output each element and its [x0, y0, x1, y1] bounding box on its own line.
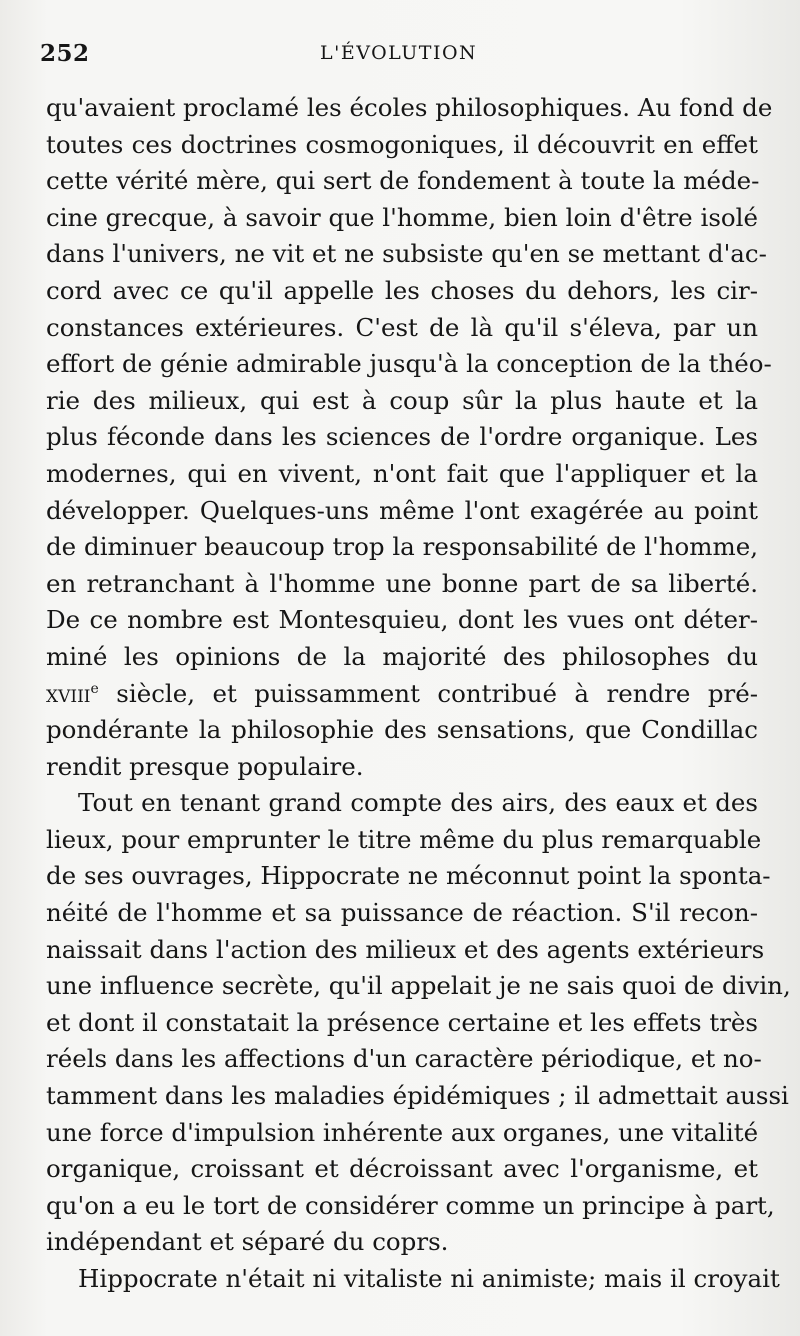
text-line: Tout en tenant grand compte des airs, des eaux et des: [78, 788, 758, 818]
text-line-century: [46, 676, 758, 713]
text-line: une influence secrète, qu'il appelait je ne sais quoi de divin,: [46, 971, 791, 1001]
text-line: plus féconde dans les sciences de l'ordre organique. Les: [46, 422, 758, 452]
paragraph-3: [46, 1261, 780, 1298]
text-line: cord avec ce qu'il appelle les choses du dehors, les cir-: [46, 275, 758, 305]
text-line: modernes, qui en vivent, n'ont fait que l'appliquer et la: [46, 458, 758, 488]
body-text: [46, 90, 791, 1298]
text-line: tamment dans les maladies épidémiques ; il admettait aussi: [46, 1081, 789, 1111]
page-header: [40, 40, 750, 74]
text-line: rie des milieux, qui est à coup sûr la plus haute et la: [46, 385, 758, 415]
text-line: néité de l'homme et sa puissance de réaction. S'il recon-: [46, 898, 758, 928]
text-line: constances extérieures. C'est de là qu'il s'éleva, par un: [46, 312, 758, 342]
text-line: naissait dans l'action des milieux et des agents extérieurs: [46, 934, 765, 964]
text-line: qu'avaient proclamé les écoles philosophiques. Au fond de: [46, 93, 773, 122]
paragraph-2: [46, 785, 791, 1261]
text-line: Hippocrate n'était ni vitaliste ni animiste; mais il croyait: [78, 1264, 780, 1293]
century-superscript: e: [90, 680, 99, 697]
text-line: de ses ouvrages, Hippocrate ne méconnut point la sponta-: [46, 861, 771, 891]
text-line: en retranchant à l'homme une bonne part de sa liberté.: [46, 568, 758, 598]
century-line-rest: siècle, et puissamment contribué à rendre pré-: [116, 678, 758, 708]
text-line: De ce nombre est Montesquieu, dont les vues ont déter-: [46, 605, 758, 635]
text-line: indépendant et séparé du coprs.: [46, 1227, 449, 1257]
text-line: et dont il constatait la présence certaine et les effets très: [46, 1007, 758, 1037]
text-line: toutes ces doctrines cosmogoniques, il découvrit en effet: [46, 129, 758, 159]
text-line: lieux, pour emprunter le titre même du plus remarquable: [46, 824, 762, 854]
text-line: cette vérité mère, qui sert de fondement à toute la méde-: [46, 166, 760, 196]
text-line: miné les opinions de la majorité des philosophes du: [46, 641, 758, 671]
century-roman: xviii: [46, 678, 91, 708]
text-line: de diminuer beaucoup trop la responsabilité de l'homme,: [46, 532, 758, 562]
running-title: L'ÉVOLUTION: [320, 42, 478, 64]
text-line: réels dans les affections d'un caractère périodique, et no-: [46, 1044, 762, 1074]
page-number: 252: [40, 40, 90, 67]
text-line: une force d'impulsion inhérente aux organes, une vitalité: [46, 1117, 759, 1147]
text-line: dans l'univers, ne vit et ne subsiste qu'en se mettant d'ac-: [46, 239, 767, 269]
text-line: pondérante la philosophie des sensations, que Condillac: [46, 715, 758, 745]
paragraph-1: [46, 90, 773, 785]
text-line: cine grecque, à savoir que l'homme, bien loin d'être isolé: [46, 202, 758, 232]
text-line: rendit presque populaire.: [46, 751, 364, 781]
text-line: effort de génie admirable jusqu'à la conception de la théo-: [46, 349, 772, 379]
text-line: développer. Quelques-uns même l'ont exagérée au point: [46, 495, 758, 525]
text-line: qu'on a eu le tort de considérer comme un principe à part,: [46, 1190, 775, 1220]
text-line: organique, croissant et décroissant avec l'organisme, et: [46, 1154, 758, 1184]
